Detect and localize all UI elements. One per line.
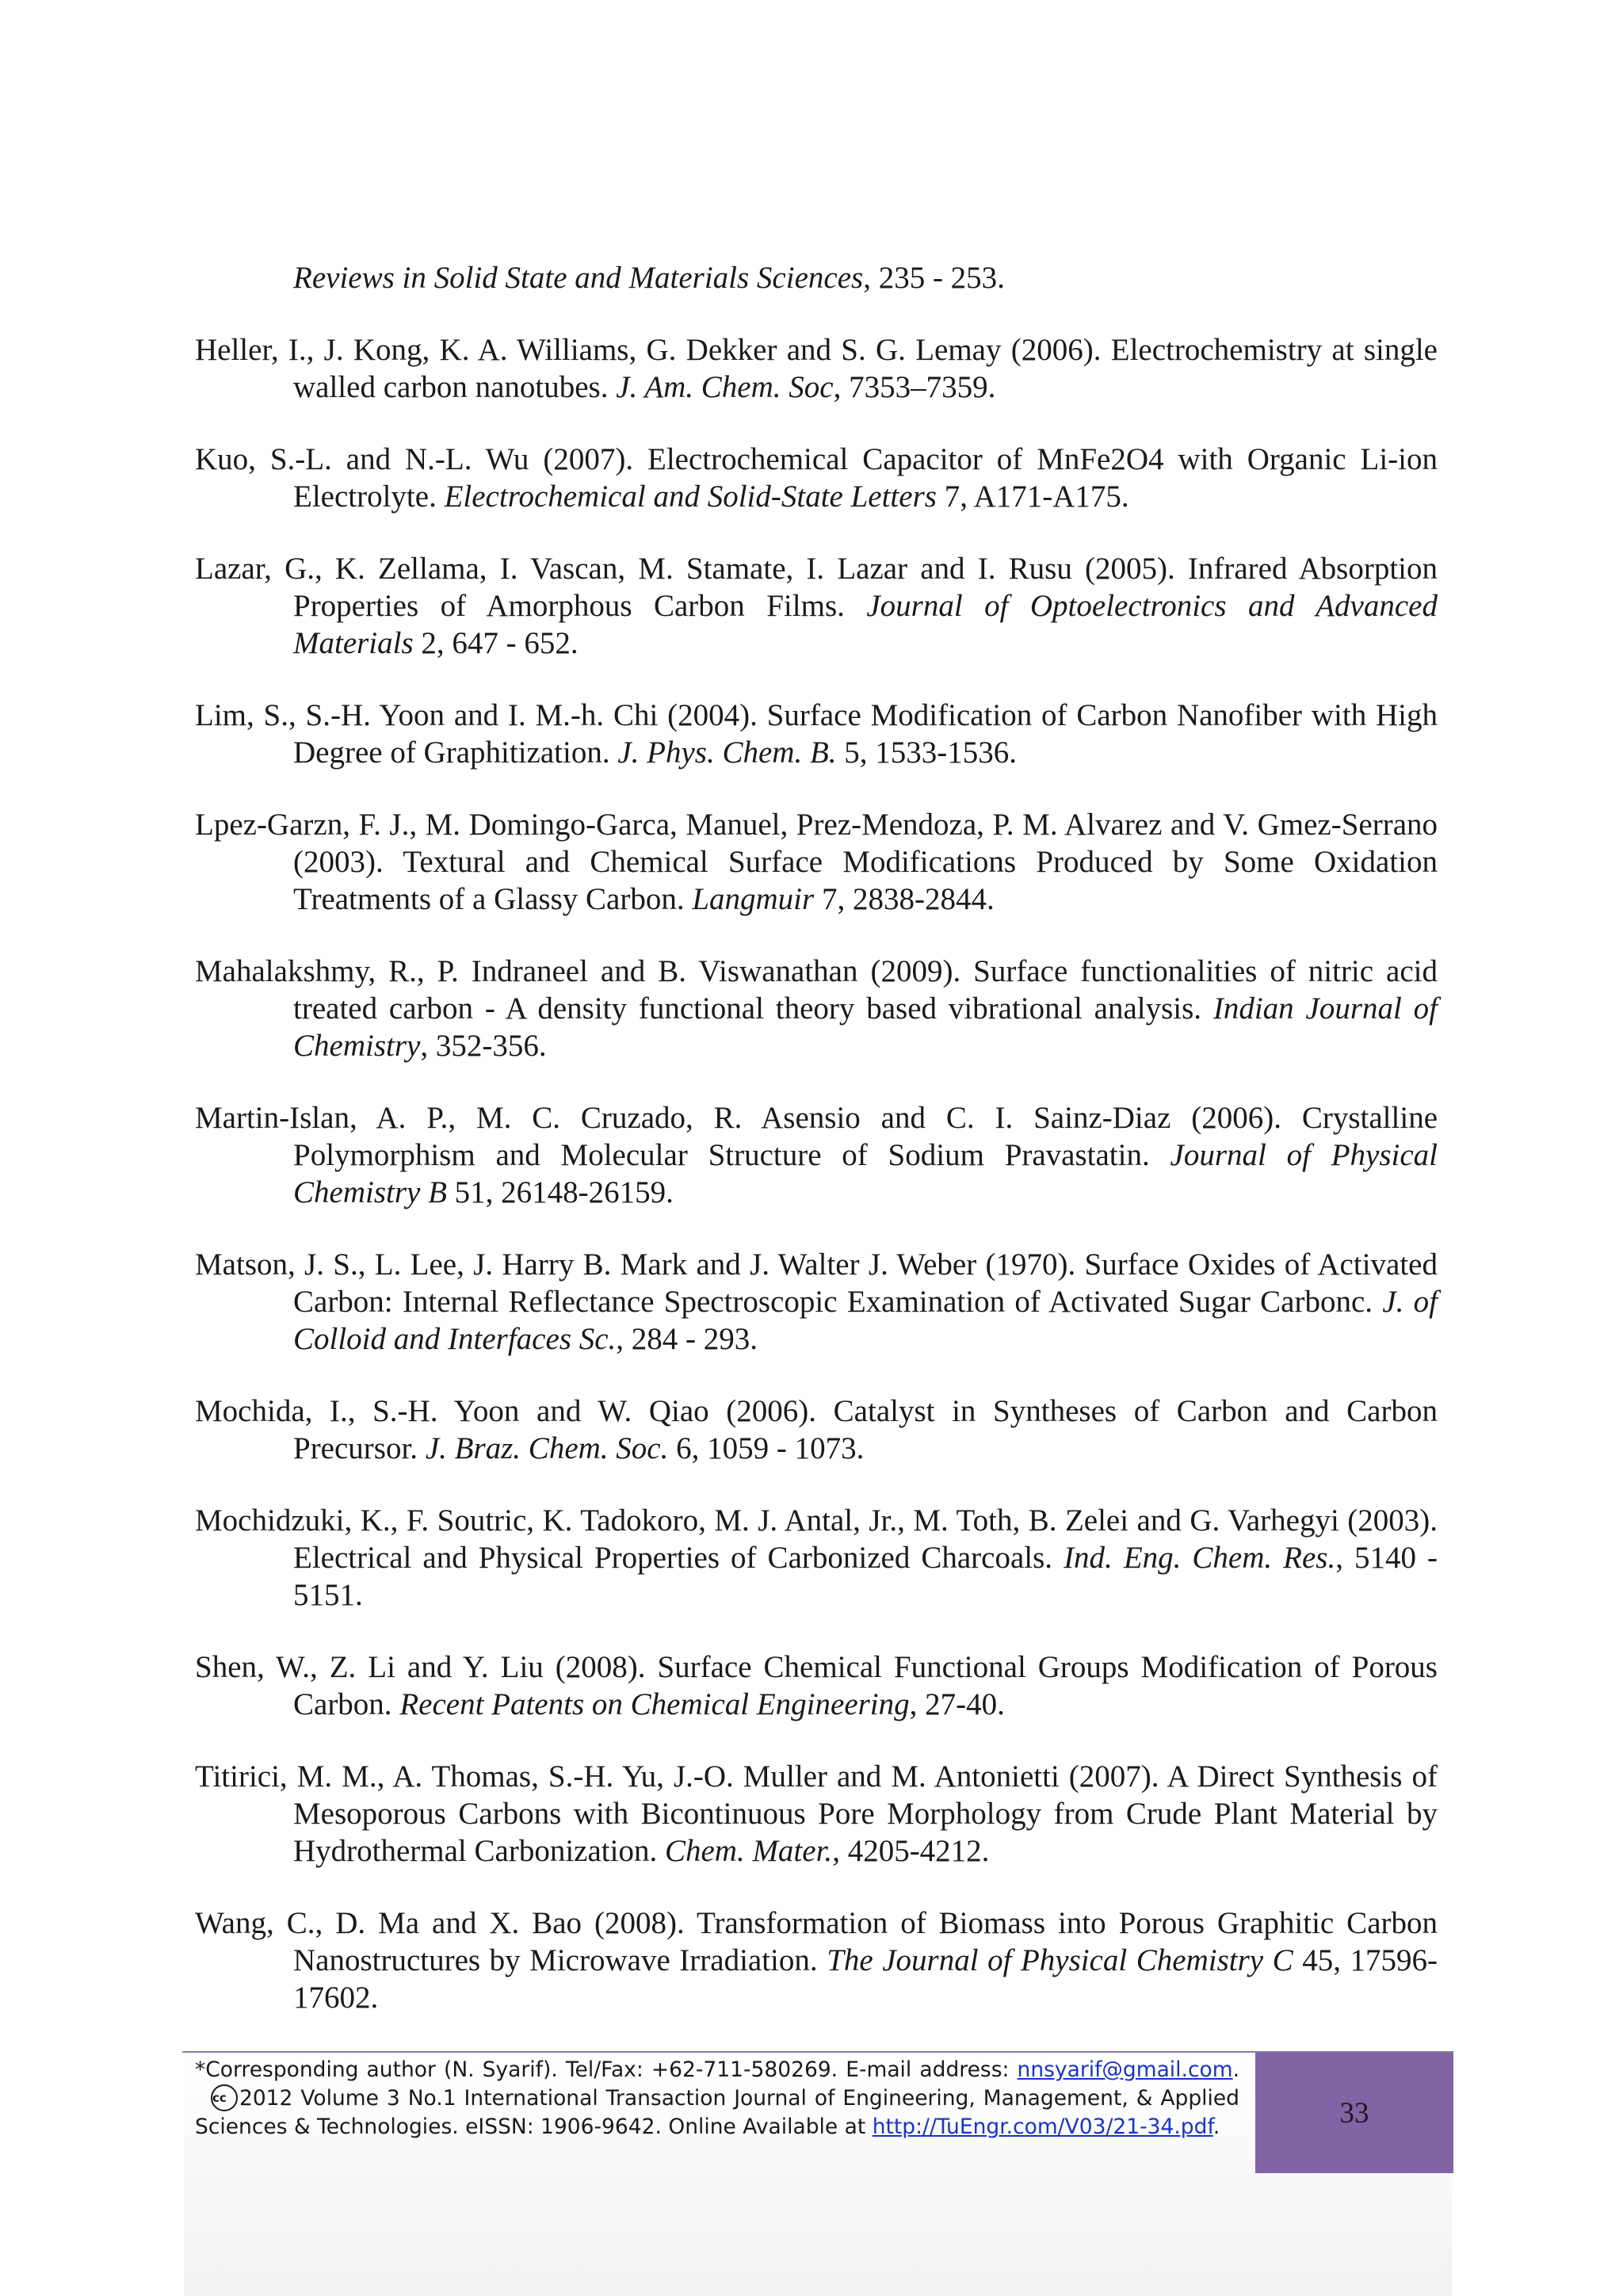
reference-entry xyxy=(195,1648,1438,1723)
reference-authors: Martin-Islan, A. P., M. C. Cruzado, R. Asensio and C. I. Sainz-Diaz (2006). xyxy=(195,1101,1281,1135)
reference-authors: Kuo, S.-L. and N.-L. Wu (2007). xyxy=(195,442,634,476)
reference-entry xyxy=(195,441,1438,515)
reference-journal: J. Braz. Chem. Soc. xyxy=(425,1431,669,1465)
reference-journal: Chem. Mater. xyxy=(664,1834,833,1868)
reference-entry xyxy=(195,550,1438,662)
reference-title: Surface Oxides of Activated Carbon: Internal Reflectance Spectroscopic Examination of Activated Sugar Carbonc. xyxy=(293,1247,1438,1319)
reference-authors: Mochida, I., S.-H. Yoon and W. Qiao (2006). xyxy=(195,1394,817,1428)
reference-authors: Lazar, G., K. Zellama, I. Vascan, M. Stamate, I. Lazar and I. Rusu (2005). xyxy=(195,552,1175,586)
reference-journal: Recent Patents on Chemical Engineering xyxy=(399,1687,910,1721)
page-number-box xyxy=(1255,2053,1453,2173)
reference-title: Transformation of Biomass into Porous Graphitic Carbon Nanostructures by Microwave Irradiation. xyxy=(293,1906,1438,1977)
reference-journal: Ind. Eng. Chem. Res. xyxy=(1064,1541,1336,1575)
reference-details: , 5140 - 5151. xyxy=(293,1541,1438,1612)
reference-journal: Langmuir xyxy=(692,882,815,916)
reference-entry xyxy=(195,1758,1438,1870)
reference-details: , 235 - 253. xyxy=(863,261,1005,295)
reference-journal: J. Phys. Chem. B. xyxy=(617,735,837,770)
reference-details: , 352-356. xyxy=(420,1029,547,1063)
reference-entry xyxy=(195,953,1438,1064)
footer-separator: . xyxy=(1232,2057,1239,2082)
reference-authors: Mochidzuki, K., F. Soutric, K. Tadokoro, M. J. Antal, Jr., M. Toth, B. Zelei and G. Varhegyi (2003). xyxy=(195,1503,1438,1538)
reference-authors: Lpez-Garzn, F. J., M. Domingo-Garca, Manuel, Prez-Mendoza, P. M. Alvarez and V. Gmez-Serrano (2003). xyxy=(195,808,1438,879)
reference-title: Crystalline Polymorphism and Molecular Structure of Sodium Pravastatin. xyxy=(293,1101,1438,1172)
reference-title: A Direct Synthesis of Mesoporous Carbons with Bicontinuous Pore Morphology from Crude Plant Material by Hydrothermal Carbonization. xyxy=(293,1759,1438,1868)
reference-journal: Indian Journal of Chemistry xyxy=(293,991,1438,1063)
reference-details: , 7353–7359. xyxy=(833,370,996,404)
reference-list xyxy=(195,228,1438,2051)
reference-journal: Journal of Physical Chemistry B xyxy=(293,1138,1438,1209)
reference-entry xyxy=(195,1904,1438,2016)
footer-lead: *Corresponding author (N. Syarif). Tel/Fax: +62-711-580269. E-mail address: xyxy=(195,2057,1018,2082)
reference-authors: Shen, W., Z. Li and Y. Liu (2008). xyxy=(195,1650,646,1684)
reference-entry xyxy=(195,1502,1438,1614)
reference-journal: Reviews in Solid State and Materials Sciences xyxy=(293,261,864,295)
reference-entry xyxy=(195,697,1438,771)
reference-title: Surface Chemical Functional Groups Modification of Porous Carbon. xyxy=(293,1650,1438,1721)
reference-details: 7, 2838-2844. xyxy=(814,882,995,916)
reference-journal: J. of Colloid and Interfaces Sc. xyxy=(293,1285,1438,1356)
reference-details: 45, 17596-17602. xyxy=(293,1943,1438,2015)
article-url-link[interactable]: http://TuEngr.com/V03/21-34.pdf xyxy=(872,2115,1213,2139)
reference-authors: Mahalakshmy, R., P. Indraneel and B. Viswanathan (2009). xyxy=(195,954,961,988)
reference-authors: Titirici, M. M., A. Thomas, S.-H. Yu, J.-O. Muller and M. Antonietti (2007). xyxy=(195,1759,1159,1794)
reference-details: 5, 1533-1536. xyxy=(836,735,1018,770)
page-number: 33 xyxy=(1339,2096,1369,2130)
reference-journal: Journal of Optoelectronics and Advanced Materials xyxy=(293,589,1438,660)
reference-details: , 4205-4212. xyxy=(832,1834,990,1868)
reference-details: 7, A171-A175. xyxy=(936,479,1129,514)
footer-end: . xyxy=(1212,2115,1220,2139)
reference-entry xyxy=(195,1099,1438,1211)
reference-title: Surface functionalities of nitric acid treated carbon - A density functional theory based vibrational analysis. xyxy=(293,954,1438,1026)
reference-journal: The Journal of Physical Chemistry C xyxy=(827,1943,1293,1977)
footer-journal-info: 2012 Volume 3 No.1 International Transaction Journal of Engineering, Management, & Applied Sciences & Technologies. eISSN: 1906-9642. Online Available at xyxy=(195,2086,1239,2139)
reference-entry xyxy=(195,806,1438,918)
reference-entry xyxy=(195,331,1438,406)
reference-title: Electrochemistry at single walled carbon nanotubes. xyxy=(293,333,1438,404)
reference-authors: Heller, I., J. Kong, K. A. Williams, G. Dekker and S. G. Lemay (2006). xyxy=(195,333,1102,367)
reference-details: , 27-40. xyxy=(909,1687,1005,1721)
reference-details: 2, 647 - 652. xyxy=(413,626,579,660)
creative-commons-icon: cc xyxy=(211,2084,238,2111)
reference-title: Electrochemical Capacitor of MnFe2O4 with Organic Li-ion Electrolyte. xyxy=(293,442,1438,514)
reference-entry xyxy=(195,259,1438,296)
reference-authors: Matson, J. S., L. Lee, J. Harry B. Mark and J. Walter J. Weber (1970). xyxy=(195,1247,1076,1282)
reference-details: 6, 1059 - 1073. xyxy=(668,1431,865,1465)
reference-entry xyxy=(195,1392,1438,1467)
reference-journal: J. Am. Chem. Soc xyxy=(616,370,834,404)
reference-details: 51, 26148-26159. xyxy=(446,1175,674,1209)
reference-details: , 284 - 293. xyxy=(616,1322,758,1356)
email-link[interactable]: nnsyarif@gmail.com xyxy=(1017,2057,1233,2082)
footer-citation xyxy=(195,2056,1239,2141)
reference-authors: Wang, C., D. Ma and X. Bao (2008). xyxy=(195,1906,685,1940)
reference-authors: Lim, S., S.-H. Yoon and I. M.-h. Chi (2004). xyxy=(195,698,758,732)
reference-entry xyxy=(195,1246,1438,1358)
reference-title: Catalyst in Syntheses of Carbon and Carbon Precursor. xyxy=(293,1394,1438,1465)
reference-title: Electrical and Physical Properties of Carbonized Charcoals. xyxy=(293,1541,1064,1575)
reference-title: Infrared Absorption Properties of Amorphous Carbon Films. xyxy=(293,552,1438,623)
reference-title: Surface Modification of Carbon Nanofiber with High Degree of Graphitization. xyxy=(293,698,1438,770)
reference-title: Textural and Chemical Surface Modifications Produced by Some Oxidation Treatments of a Glassy Carbon. xyxy=(293,845,1438,916)
reference-journal: Electrochemical and Solid-State Letters xyxy=(444,479,937,514)
